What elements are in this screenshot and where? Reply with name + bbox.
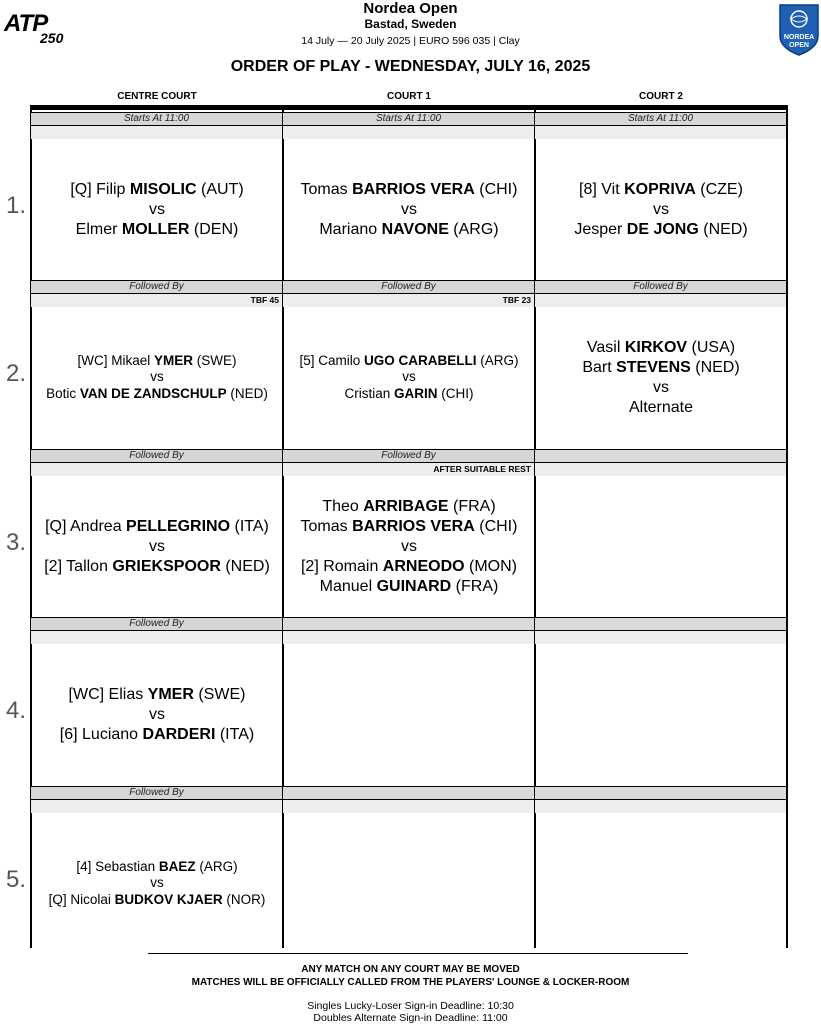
svg-text:NORDEA: NORDEA [783,34,815,41]
slot-spacer [31,631,282,644]
slot-header: Followed By [535,280,786,294]
match-line [31,892,283,909]
match-line [535,200,787,220]
match-line [31,705,283,725]
match-line [283,577,535,597]
match-text: [WC] Elias [68,685,148,703]
match-text: Alternate [628,398,694,416]
match-line [283,517,535,537]
match-line [283,369,535,386]
match-text: (NED) [220,557,270,575]
player-surname: YMER [147,685,194,703]
slot-header [283,786,534,800]
match-text: [Q] Nicolai [48,891,115,907]
slot-spacer [31,126,282,139]
slot-header: Followed By [31,786,282,800]
match-line [283,386,535,403]
match-note: AFTER SUITABLE REST [433,464,531,474]
footer-notice-moved: ANY MATCH ON ANY COURT MAY BE MOVED [301,964,520,975]
row-number: 5. [6,866,27,893]
match-line [31,200,283,220]
match-text: (CHI) [437,385,474,401]
match-text: (NED) [226,385,268,401]
slot-spacer [283,631,534,644]
match-line [31,220,283,240]
match-text: (ARG) [448,220,499,238]
match-block [535,338,787,418]
slot-header: Followed By [283,280,534,294]
slot-spacer [31,800,282,813]
match-text: Theo [322,497,364,515]
match-text: (AUT) [196,180,244,198]
match-note: TBF 45 [250,295,279,305]
match-text: [2] Romain [300,557,383,575]
slot-header: Followed By [31,449,282,463]
match-text: (ARG) [476,352,519,368]
match-text: (ITA) [215,725,255,743]
match-text: vs [150,875,164,891]
match-line [535,358,787,378]
player-surname: NAVONE [381,220,449,238]
match-line [283,497,535,517]
match-text: [6] Luciano [59,725,143,743]
atp-logo-text: ATP [4,10,48,37]
match-block [535,180,787,240]
match-line [283,557,535,577]
match-line [283,220,535,240]
match-line [31,859,283,876]
schedule-top-border [30,105,788,110]
slot-header: Followed By [283,449,534,463]
match-line [535,180,787,200]
match-text: (ITA) [230,517,269,535]
match-line [31,353,283,370]
row-number: 1. [6,192,27,219]
player-surname: GARIN [394,385,438,401]
atp-tier-text: 250 [40,30,64,46]
player-surname: VAN DE ZANDSCHULP [79,385,227,401]
match-text: (USA) [687,338,736,356]
match-line [31,369,283,386]
match-line [31,537,283,557]
match-text: (SWE) [193,685,246,703]
match-text: vs [401,200,417,218]
player-surname: ARNEODO [382,557,465,575]
footer-divider [148,953,688,954]
match-text: [4] Sebastian [76,858,159,874]
court-header-centre: CENTRE COURT [117,91,197,102]
match-line [31,386,283,403]
match-text: vs [402,369,416,385]
match-text: (FRA) [451,577,499,595]
court-header-court-1: COURT 1 [387,91,431,102]
slot-spacer [535,631,786,644]
player-surname: BARRIOS VERA [352,180,475,198]
slot-spacer [283,126,534,139]
match-text: (NED) [690,358,740,376]
slot-header: Starts At 11:00 [31,112,282,126]
tournament-title: Nordea Open [363,0,458,17]
match-text: [5] Camilo [299,352,365,368]
match-note: TBF 23 [502,295,531,305]
slot-spacer [535,126,786,139]
match-line [283,353,535,370]
row-number: 3. [6,529,27,556]
player-surname: PELLEGRINO [126,517,231,535]
slot-header: Starts At 11:00 [535,112,786,126]
match-text: vs [149,705,165,723]
match-block [31,685,283,745]
slot-spacer [31,463,282,476]
match-line [283,200,535,220]
player-surname: DE JONG [626,220,699,238]
match-block [31,517,283,577]
match-text: (ARG) [195,858,238,874]
match-text: Cristian [344,385,394,401]
match-text: (MON) [464,557,518,575]
match-text: vs [149,537,165,555]
tournament-info: 14 July — 20 July 2025 | EURO 596 035 | Clay [301,35,520,47]
slot-header [283,617,534,631]
match-text: (CZE) [695,180,743,198]
row-number: 2. [6,360,27,387]
match-text: Bart [582,358,617,376]
player-surname: MISOLIC [129,180,197,198]
match-block [31,180,283,240]
slot-header [535,449,786,463]
match-line [31,180,283,200]
match-text: Vasil [586,338,625,356]
match-text: Botic [46,385,80,401]
slot-spacer [535,294,786,307]
match-line [535,338,787,358]
slot-spacer [283,800,534,813]
player-surname: ARRIBAGE [363,497,449,515]
slot-header [535,617,786,631]
match-line [535,398,787,418]
footer-notice-called: MATCHES WILL BE OFFICIALLY CALLED FROM THE PLAYERS' LOUNGE & LOCKER-ROOM [191,977,630,988]
match-text: Manuel [319,577,377,595]
match-line [31,685,283,705]
slot-header [535,786,786,800]
match-text: [8] Vit [579,180,625,198]
match-text: [Q] Filip [70,180,130,198]
order-of-play-title: ORDER OF PLAY - WEDNESDAY, JULY 16, 2025 [230,58,591,75]
player-surname: MOLLER [121,220,190,238]
slot-header: Starts At 11:00 [283,112,534,126]
match-text: Tomas [300,180,353,198]
match-text: (CHI) [474,180,518,198]
match-text: [WC] Mikael [77,352,154,368]
match-text: (FRA) [448,497,496,515]
match-text: vs [401,537,417,555]
player-surname: BUDKOV KJAER [114,891,223,907]
slot-header: Followed By [31,617,282,631]
match-text: (NED) [698,220,748,238]
match-text: vs [149,200,165,218]
match-line [283,180,535,200]
match-line [535,220,787,240]
slot-header: Followed By [31,280,282,294]
player-surname: YMER [154,352,194,368]
slot-spacer [535,463,786,476]
match-text: (NOR) [222,891,266,907]
player-surname: KOPRIVA [624,180,696,198]
player-surname: DARDERI [142,725,216,743]
match-text: vs [150,369,164,385]
player-surname: BAEZ [158,858,196,874]
match-text: Jesper [574,220,627,238]
match-text: (SWE) [193,352,237,368]
match-block [283,180,535,240]
slot-spacer [535,800,786,813]
match-line [283,537,535,557]
tournament-location: Bastad, Sweden [364,17,457,31]
player-surname: BARRIOS VERA [352,517,475,535]
match-text: (CHI) [474,517,518,535]
match-line [535,378,787,398]
match-text: vs [653,378,669,396]
match-block [283,497,535,597]
match-block [283,353,535,403]
player-surname: GUINARD [376,577,452,595]
player-surname: KIRKOV [624,338,688,356]
player-surname: STEVENS [616,358,691,376]
match-line [31,517,283,537]
match-text: [2] Tallon [44,557,113,575]
match-text: Elmer [75,220,122,238]
svg-text:OPEN: OPEN [789,42,809,49]
match-line [31,725,283,745]
court-header-court-2: COURT 2 [639,91,683,102]
singles-deadline: Singles Lucky-Loser Sign-in Deadline: 10:30 [307,1000,514,1012]
match-text: vs [653,200,669,218]
match-text: Mariano [319,220,382,238]
match-line [31,557,283,577]
match-text: [Q] Andrea [45,517,127,535]
player-surname: UGO CARABELLI [364,352,477,368]
row-number: 4. [6,697,27,724]
doubles-deadline: Doubles Alternate Sign-in Deadline: 11:00 [313,1012,508,1024]
player-surname: GRIEKSPOOR [112,557,221,575]
match-block [31,859,283,909]
match-block [31,353,283,403]
match-text: Tomas [300,517,353,535]
match-text: (DEN) [189,220,239,238]
match-line [31,875,283,892]
